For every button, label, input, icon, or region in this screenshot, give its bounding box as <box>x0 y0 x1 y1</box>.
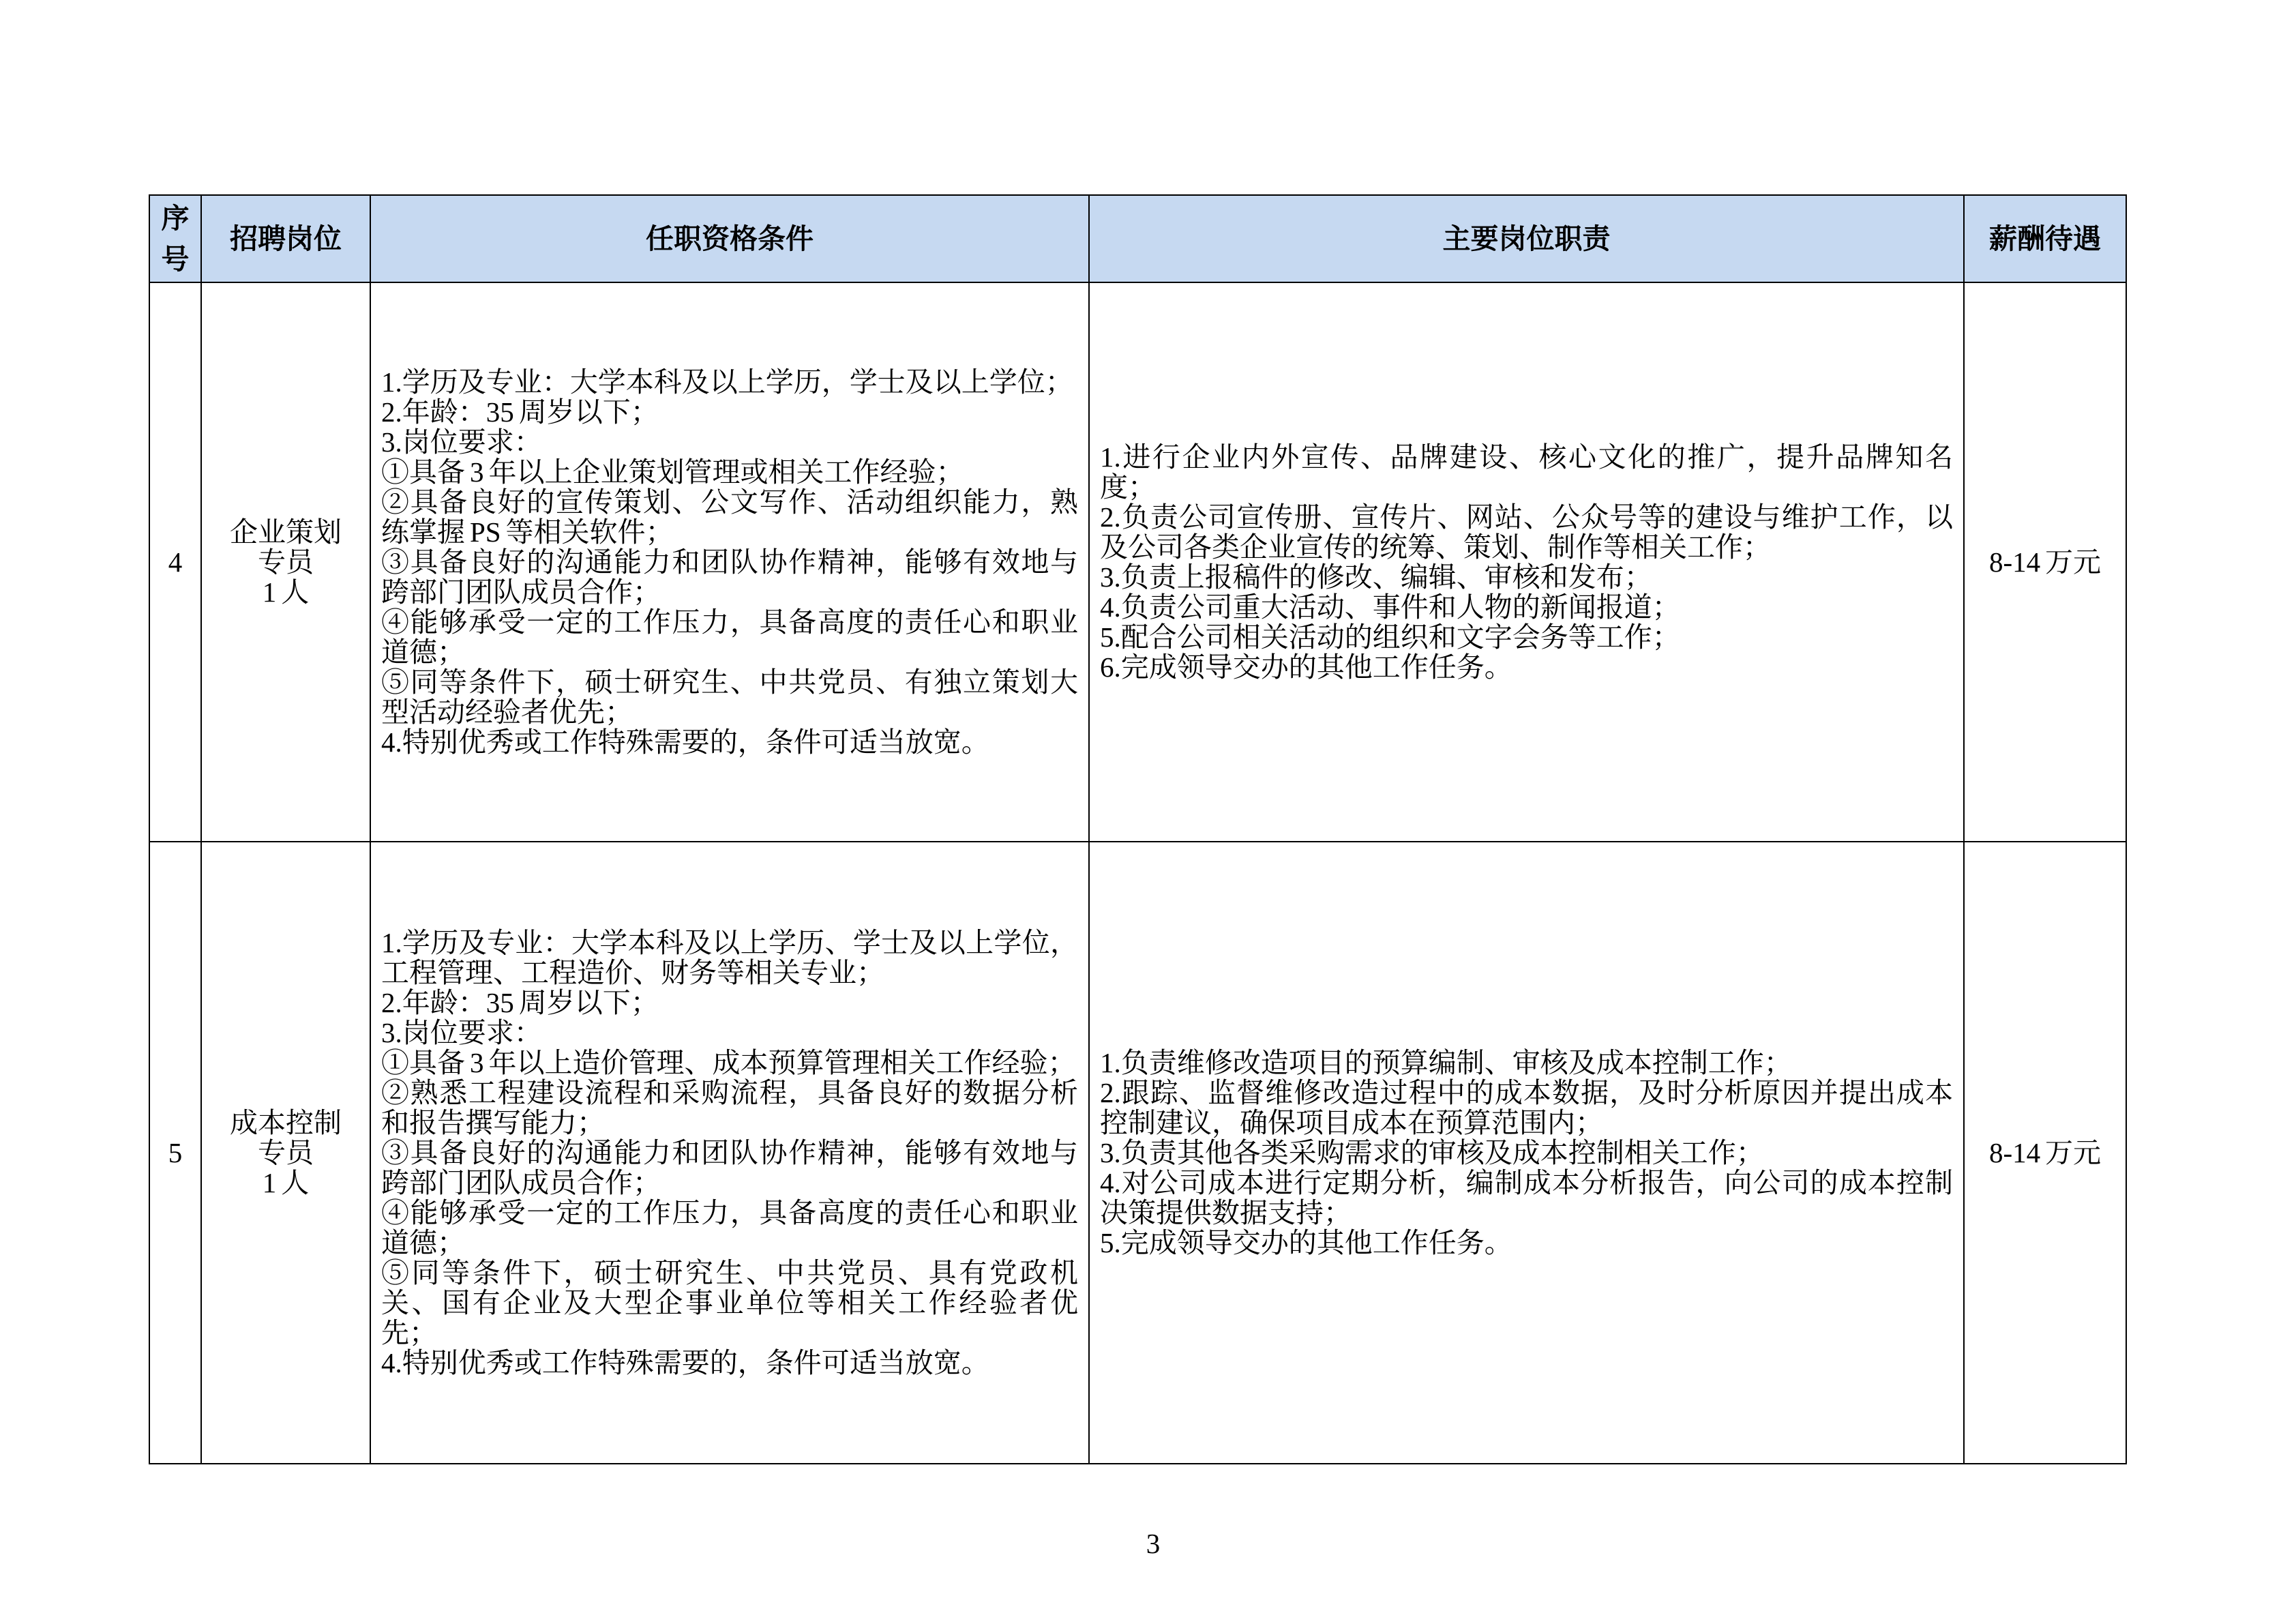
duty-item: 1.进行企业内外宣传、品牌建设、核心文化的推广，提升品牌知名度； <box>1100 441 1953 503</box>
header-index: 序号 <box>149 195 201 282</box>
duty-item: 2.跟踪、监督维修改造过程中的成本数据，及时分析原因并提出成本控制建议，确保项目成本在预算范围内； <box>1100 1077 1953 1138</box>
qualification-item: ⑤同等条件下，硕士研究生、中共党员、有独立策划大型活动经验者优先； <box>381 666 1078 728</box>
header-salary: 薪酬待遇 <box>1964 195 2126 282</box>
row-index: 4 <box>149 282 201 842</box>
duties-cell <box>1089 282 1964 842</box>
qualification-item: ④能够承受一定的工作压力，具备高度的责任心和职业道德； <box>381 606 1078 668</box>
salary-cell: 8-14 万元 <box>1964 842 2126 1464</box>
qualification-item: 2.年龄：35 周岁以下； <box>381 987 659 1018</box>
header-position: 招聘岗位 <box>201 195 370 282</box>
position-cell <box>201 842 370 1464</box>
qualification-item: ①具备 3 年以上造价管理、成本预算管理相关工作经验； <box>381 1047 1076 1078</box>
duties-cell <box>1089 842 1964 1464</box>
qualification-item: ②具备良好的宣传策划、公文写作、活动组织能力，熟练掌握 PS 等相关软件； <box>381 486 1078 548</box>
qualification-item: 2.年龄：35 周岁以下； <box>381 396 659 428</box>
duty-item: 1.负责维修改造项目的预算编制、审核及成本控制工作； <box>1100 1047 1792 1078</box>
salary-cell: 8-14 万元 <box>1964 282 2126 842</box>
page-number: 3 <box>1146 1528 1161 1559</box>
duty-item: 3.负责其他各类采购需求的审核及成本控制相关工作； <box>1100 1137 1764 1168</box>
duty-item: 6.完成领导交办的其他工作任务。 <box>1100 651 1512 683</box>
table-row <box>149 282 2126 842</box>
recruitment-table <box>149 194 2127 1464</box>
qualification-item: ①具备 3 年以上企业策划管理或相关工作经验； <box>381 456 964 488</box>
qualification-item: ②熟悉工程建设流程和采购流程，具备良好的数据分析和报告撰写能力； <box>381 1077 1078 1138</box>
qualification-item: 3.岗位要求： <box>381 426 542 458</box>
position-title: 成本控制专员 <box>230 1107 342 1168</box>
duty-item: 2.负责公司宣传册、宣传片、网站、公众号等的建设与维护工作，以及公司各类企业宣传的统筹、策划、制作等相关工作； <box>1100 501 1953 563</box>
duty-item: 5.配合公司相关活动的组织和文字会务等工作； <box>1100 621 1680 653</box>
qualification-item: 4.特别优秀或工作特殊需要的，条件可适当放宽。 <box>381 1347 989 1378</box>
position-cell <box>201 282 370 842</box>
qualification-item: 1.学历及专业：大学本科及以上学历，学士及以上学位； <box>381 366 1073 398</box>
position-title: 企业策划专员 <box>230 516 342 578</box>
position-count: 1 人 <box>262 576 310 608</box>
qualification-item: 3.岗位要求： <box>381 1017 542 1048</box>
qualification-item: 4.特别优秀或工作特殊需要的，条件可适当放宽。 <box>381 726 989 758</box>
table-row <box>149 842 2126 1464</box>
qualifications-cell <box>370 842 1089 1464</box>
position-count: 1 人 <box>262 1167 310 1198</box>
qualifications-cell <box>370 282 1089 842</box>
qualification-item: ⑤同等条件下，硕士研究生、中共党员、具有党政机关、国有企业及大型企事业单位等相关工作经验者优先； <box>381 1257 1078 1348</box>
header-duties: 主要岗位职责 <box>1089 195 1964 282</box>
row-index: 5 <box>149 842 201 1464</box>
table-header-row <box>149 195 2126 282</box>
duty-item: 4.对公司成本进行定期分析，编制成本分析报告，向公司的成本控制决策提供数据支持； <box>1100 1167 1953 1228</box>
qualification-item: 1.学历及专业：大学本科及以上学历、学士及以上学位，工程管理、工程造价、财务等相关专业； <box>381 927 1078 988</box>
qualification-item: ③具备良好的沟通能力和团队协作精神，能够有效地与跨部门团队成员合作； <box>381 546 1078 608</box>
qualification-item: ③具备良好的沟通能力和团队协作精神，能够有效地与跨部门团队成员合作； <box>381 1137 1078 1198</box>
header-qualifications: 任职资格条件 <box>370 195 1089 282</box>
duty-item: 5.完成领导交办的其他工作任务。 <box>1100 1227 1512 1258</box>
qualification-item: ④能够承受一定的工作压力，具备高度的责任心和职业道德； <box>381 1197 1078 1258</box>
duty-item: 3.负责上报稿件的修改、编辑、审核和发布； <box>1100 561 1652 593</box>
duty-item: 4.负责公司重大活动、事件和人物的新闻报道； <box>1100 591 1680 623</box>
